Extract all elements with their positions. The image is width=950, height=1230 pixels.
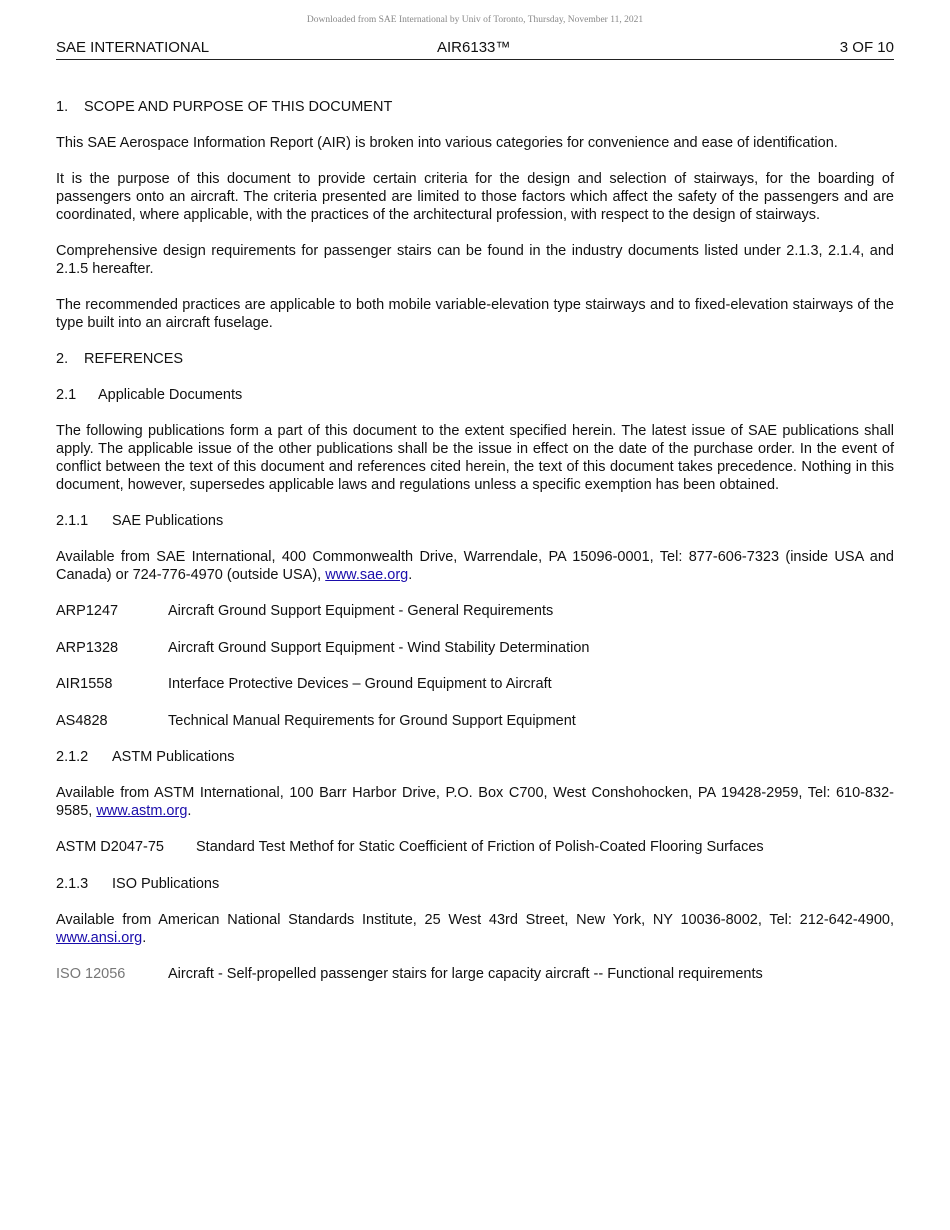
page-header [56,39,894,60]
section-title: SCOPE AND PURPOSE OF THIS DOCUMENT [84,99,393,115]
section-title: ISO Publications [112,875,220,892]
header-org: SAE INTERNATIONAL [56,39,210,56]
section-2-1-heading [56,386,894,404]
reference-item [56,602,894,620]
section-title: Applicable Documents [98,387,243,403]
section-2-1-3-heading [56,875,894,893]
availability-text: Available from American National Standards Institute, 25 West 43rd Street, New York, NY 10036-8002, Tel: 212-642-4900, [56,911,894,928]
section-1-heading [56,98,894,116]
paragraph: The following publications form a part of this document to the extent specified herein. The latest issue of SAE publications shall apply. The applicable issue of the other publications shall be the issue in effect on the date of the purchase order. In the event of conflict between the text of this document and references cited herein, the text of this document takes precedence. Nothing in this document, however, supersedes applicable laws and regulations unless a specific exemption has been obtained. [56,423,894,493]
availability-paragraph: Available from ASTM International, 100 Barr Harbor Drive, P.O. Box C700, West Conshohocken, PA 19428-2959, Tel: 610-832-9585, www.astm.org. [56,785,894,819]
reference-title: Aircraft Ground Support Equipment - General Requirements [168,603,554,619]
paragraph: It is the purpose of this document to provide certain criteria for the design and selection of stairways, for the boarding of passengers onto an aircraft. The criteria presented are limited to those factors which affect the safety of the passengers and are coordinated, where applicable, with the practices of the architectural profession, with respect to the design of stairways. [56,171,894,223]
section-2-heading [56,350,894,368]
reference-title: Standard Test Methof for Static Coefficient of Friction of Polish-Coated Flooring Surfaces [196,839,764,855]
reference-item [56,838,894,856]
paragraph: The recommended practices are applicable to both mobile variable-elevation type stairways and to fixed-elevation stairways of the type built into an aircraft fuselage. [56,297,894,331]
availability-text: Available from SAE International, 400 Commonwealth Drive, Warrendale, PA 15096-0001, Tel: 877-606-7323 (inside USA and Canada) or 724-776-4970 (outside USA), [56,549,894,583]
section-number: 1. [56,99,69,115]
document-body [56,98,894,1001]
reference-code: ARP1247 [56,603,119,619]
reference-code: ARP1328 [56,639,119,656]
header-page-number: 3 OF 10 [839,39,894,56]
reference-item [56,675,894,693]
availability-text: Available from ASTM International, 100 Barr Harbor Drive, P.O. Box C700, West Conshohocken, PA 19428-2959, Tel: 610-832-9585, [56,785,894,819]
reference-code: AIR1558 [56,676,113,692]
sae-link[interactable]: www.sae.org [325,567,409,583]
reference-code: ASTM D2047-75 [56,839,164,855]
availability-paragraph: Available from American National Standards Institute, 25 West 43rd Street, New York, NY 10036-8002, Tel: 212-642-4900, www.ansi.org. [56,911,894,946]
header-doc-number: AIR6133™ [437,39,511,56]
paragraph: This SAE Aerospace Information Report (AIR) is broken into various categories for convenience and ease of identification. [56,135,838,151]
reference-item [56,712,894,730]
section-number: 2.1.2 [56,749,89,765]
section-title: ASTM Publications [112,749,235,765]
paragraph: Comprehensive design requirements for passenger stairs can be found in the industry documents listed under 2.1.3, 2.1.4, and 2.1.5 hereafter. [56,243,894,277]
reference-code: ISO 12056 [56,965,126,982]
ansi-link[interactable]: www.ansi.org [56,929,143,946]
section-number: 2. [56,351,69,367]
reference-item [56,639,894,657]
section-number: 2.1.1 [56,513,89,529]
section-number: 2.1.3 [56,875,89,892]
reference-code: AS4828 [56,712,108,729]
section-number: 2.1 [56,387,77,403]
section-title: REFERENCES [84,351,184,367]
reference-title: Aircraft Ground Support Equipment - Wind Stability Determination [168,639,590,656]
download-watermark: Downloaded from SAE International by Univ of Toronto, Thursday, November 11, 2021 [306,15,644,25]
astm-link[interactable]: www.astm.org [96,803,188,819]
section-title: SAE Publications [112,513,224,529]
availability-paragraph: Available from SAE International, 400 Commonwealth Drive, Warrendale, PA 15096-0001, Tel: 877-606-7323 (inside USA and Canada) or 724-776-4970 (outside USA), www.sae.org. [56,549,894,583]
section-2-1-2-heading [56,748,894,766]
reference-title: Aircraft - Self-propelled passenger stairs for large capacity aircraft -- Functional requirements [168,965,763,982]
reference-title: Interface Protective Devices – Ground Equipment to Aircraft [168,676,552,692]
reference-item [56,965,894,983]
section-2-1-1-heading [56,512,894,530]
reference-title: Technical Manual Requirements for Ground Support Equipment [168,712,576,729]
